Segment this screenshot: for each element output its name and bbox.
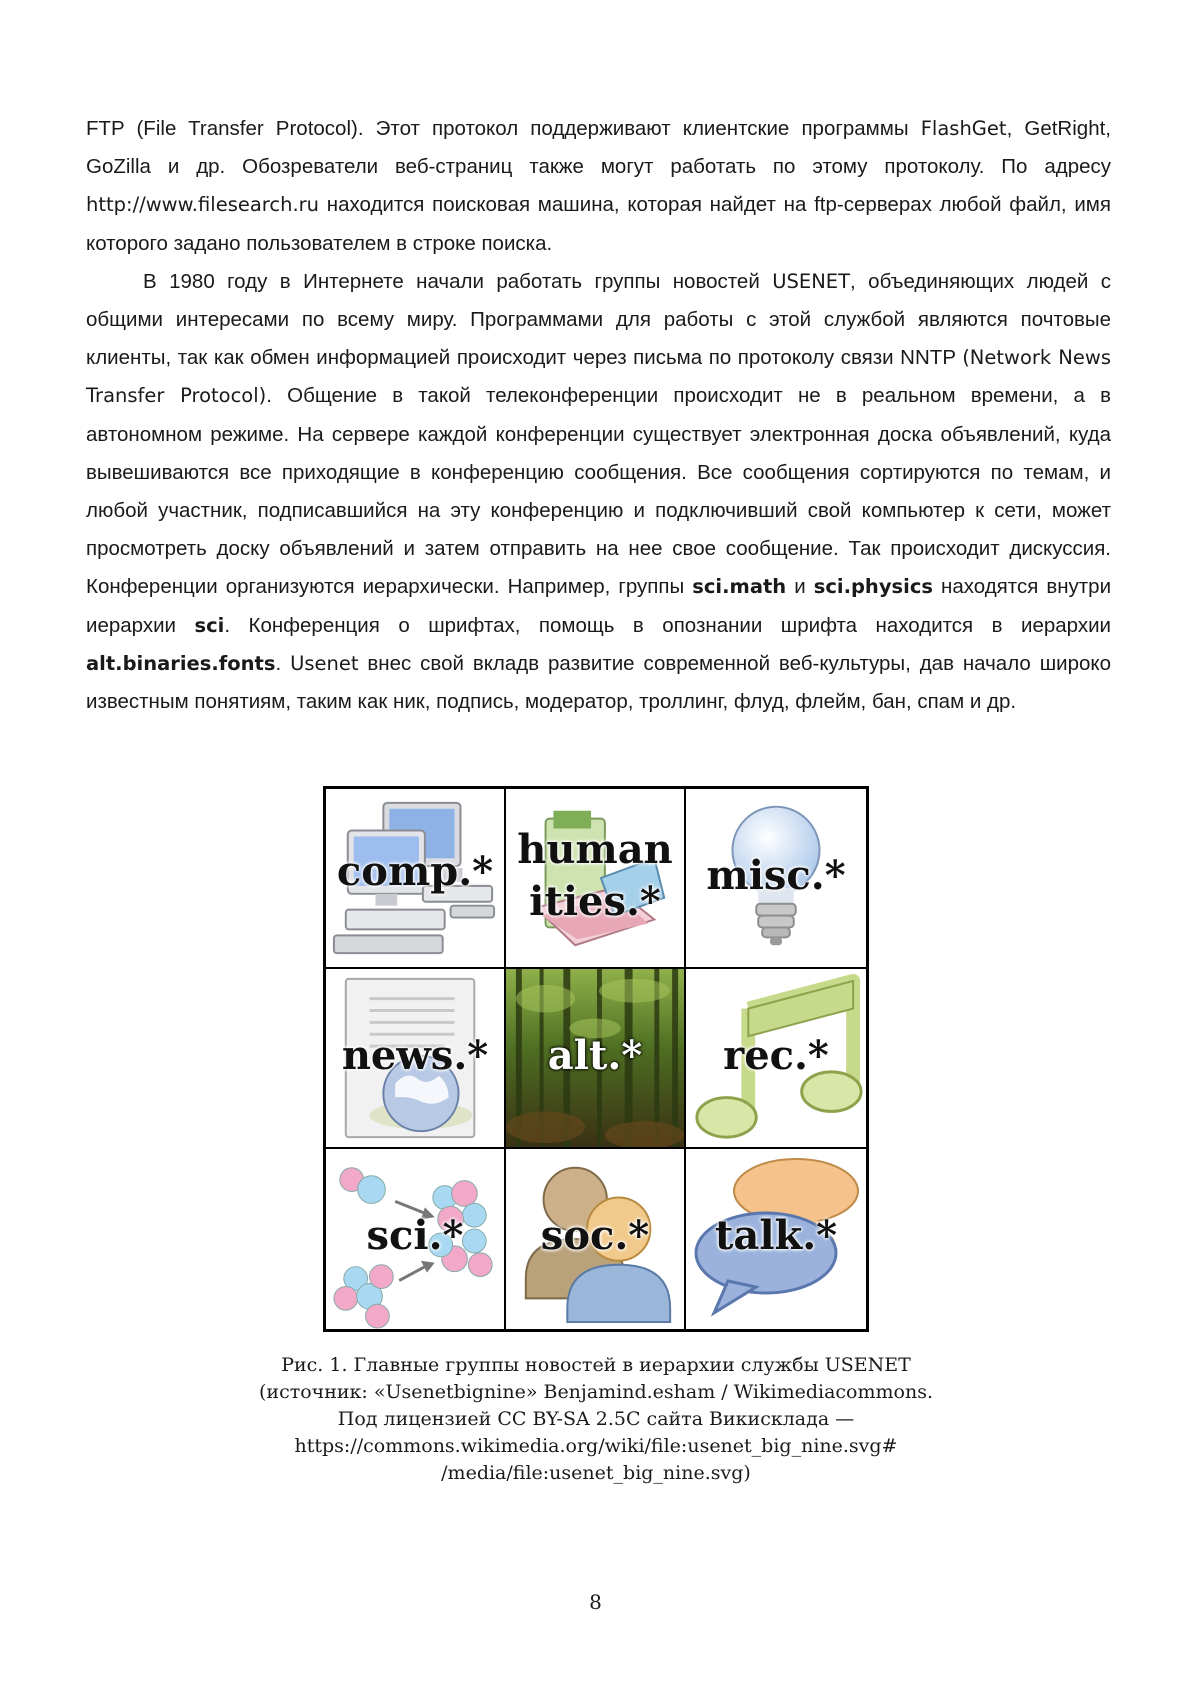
cell-news <box>326 969 506 1149</box>
cell-soc <box>506 1149 686 1329</box>
term-sci: sci <box>194 613 225 637</box>
cell-sci <box>326 1149 506 1329</box>
caption-line: Под лицензией CC BY-SA 2.5C сайта Викисклада — <box>337 1408 855 1430</box>
text-run: и <box>786 575 814 599</box>
term-sci-math: sci.math <box>692 575 787 599</box>
label-misc: misc.* <box>706 852 846 899</box>
figure-caption <box>186 1352 1006 1487</box>
text-run: , GetRight, GoZilla и др. Обозреватели веб-страниц также могут работать по этому протоколу. По адресу <box>86 117 1111 179</box>
term-alt-binaries-fonts: alt.binaries.fonts <box>86 651 276 675</box>
caption-source-link[interactable]: https://commons.wikimedia.org/wiki/file:usenet_big_nine.svg# <box>294 1435 898 1457</box>
label-soc: soc.* <box>540 1212 650 1259</box>
label-alt: alt.* <box>547 1032 643 1079</box>
term-sci-physics: sci.physics <box>813 575 933 599</box>
text-run: . Общение в такой телеконференции происходит не в реальном времени, а в автономном режиме. На сервере каждой конференции существует электронная доска объявлений, куда вывешиваются все приходящие в конференцию сообщения. Все сообщения сортируются по темам, и любой участник, подписавшийся на эту конференцию и подключивший свой компьютер к сети, может просмотреть доску объявлений и затем отправить на нее свое сообщение. Так происходит дискуссия. Конференции организуются иерархически. Например, группы <box>86 384 1112 599</box>
paragraph-usenet <box>86 263 1111 721</box>
text-run: находится поисковая машина, которая найдет на ftp-серверах любой файл, имя которого задано пользователем в строке поиска. <box>86 193 1111 255</box>
text-run: , объединяющих людей с общими интересами по всему миру. Программами для работы с этой службой являются почтовые клиенты, так как обмен информацией происходит через письма по протоколу связи NNTP <box>86 269 1111 370</box>
caption-line: (источник: «Usenetbignine» Benjamind.esham / Wikimediacommons. <box>259 1381 933 1403</box>
text-run: находятся внутри иерархии <box>86 575 1112 637</box>
cell-rec <box>686 969 866 1149</box>
cell-comp <box>326 789 506 969</box>
page-number: 8 <box>589 1590 602 1614</box>
paragraph-ftp <box>86 110 1111 263</box>
text-run: . Конференция о шрифтах, помощь в опознании шрифта находится в иерархии <box>224 613 1111 637</box>
label-rec: rec.* <box>723 1032 829 1079</box>
term-usenet: USENET <box>772 269 851 293</box>
text-run: В 1980 году в Интернете начали работать группы новостей <box>143 269 773 293</box>
label-news: news.* <box>341 1032 489 1079</box>
text-run: FTP (File Transfer Protocol). Этот протокол поддерживают клиентские программы <box>86 117 921 140</box>
cell-misc <box>686 789 866 969</box>
text-run: . <box>275 651 291 675</box>
label-humanities-line2: ities.* <box>529 878 661 925</box>
cell-humanities <box>506 789 686 969</box>
term-nntp: (Network News Transfer Protocol) <box>86 346 1111 408</box>
caption-line: Рис. 1. Главные группы новостей в иерархии службы USENET <box>281 1354 911 1376</box>
text-run: внес свой вкладв развитие современной веб-культуры, дав начало широко известным понятиям, таким как ник, подпись, модератор, троллинг, флуд, флейм, бан, спам и др. <box>86 651 1111 714</box>
label-comp: comp.* <box>336 848 494 895</box>
label-talk: talk.* <box>714 1212 838 1259</box>
cell-talk <box>686 1149 866 1329</box>
body-text <box>86 110 1111 721</box>
cell-alt <box>506 969 686 1149</box>
caption-source-link[interactable]: /media/file:usenet_big_nine.svg) <box>441 1462 751 1484</box>
usenet-big-nine-figure <box>323 786 869 1332</box>
term-usenet: Usenet <box>290 651 359 675</box>
term-flashget: FlashGet <box>920 117 1007 140</box>
label-sci: sci.* <box>366 1212 464 1259</box>
label-humanities-line1: human <box>517 826 673 873</box>
link-filesearch[interactable]: http://www.filesearch.ru <box>86 193 320 217</box>
